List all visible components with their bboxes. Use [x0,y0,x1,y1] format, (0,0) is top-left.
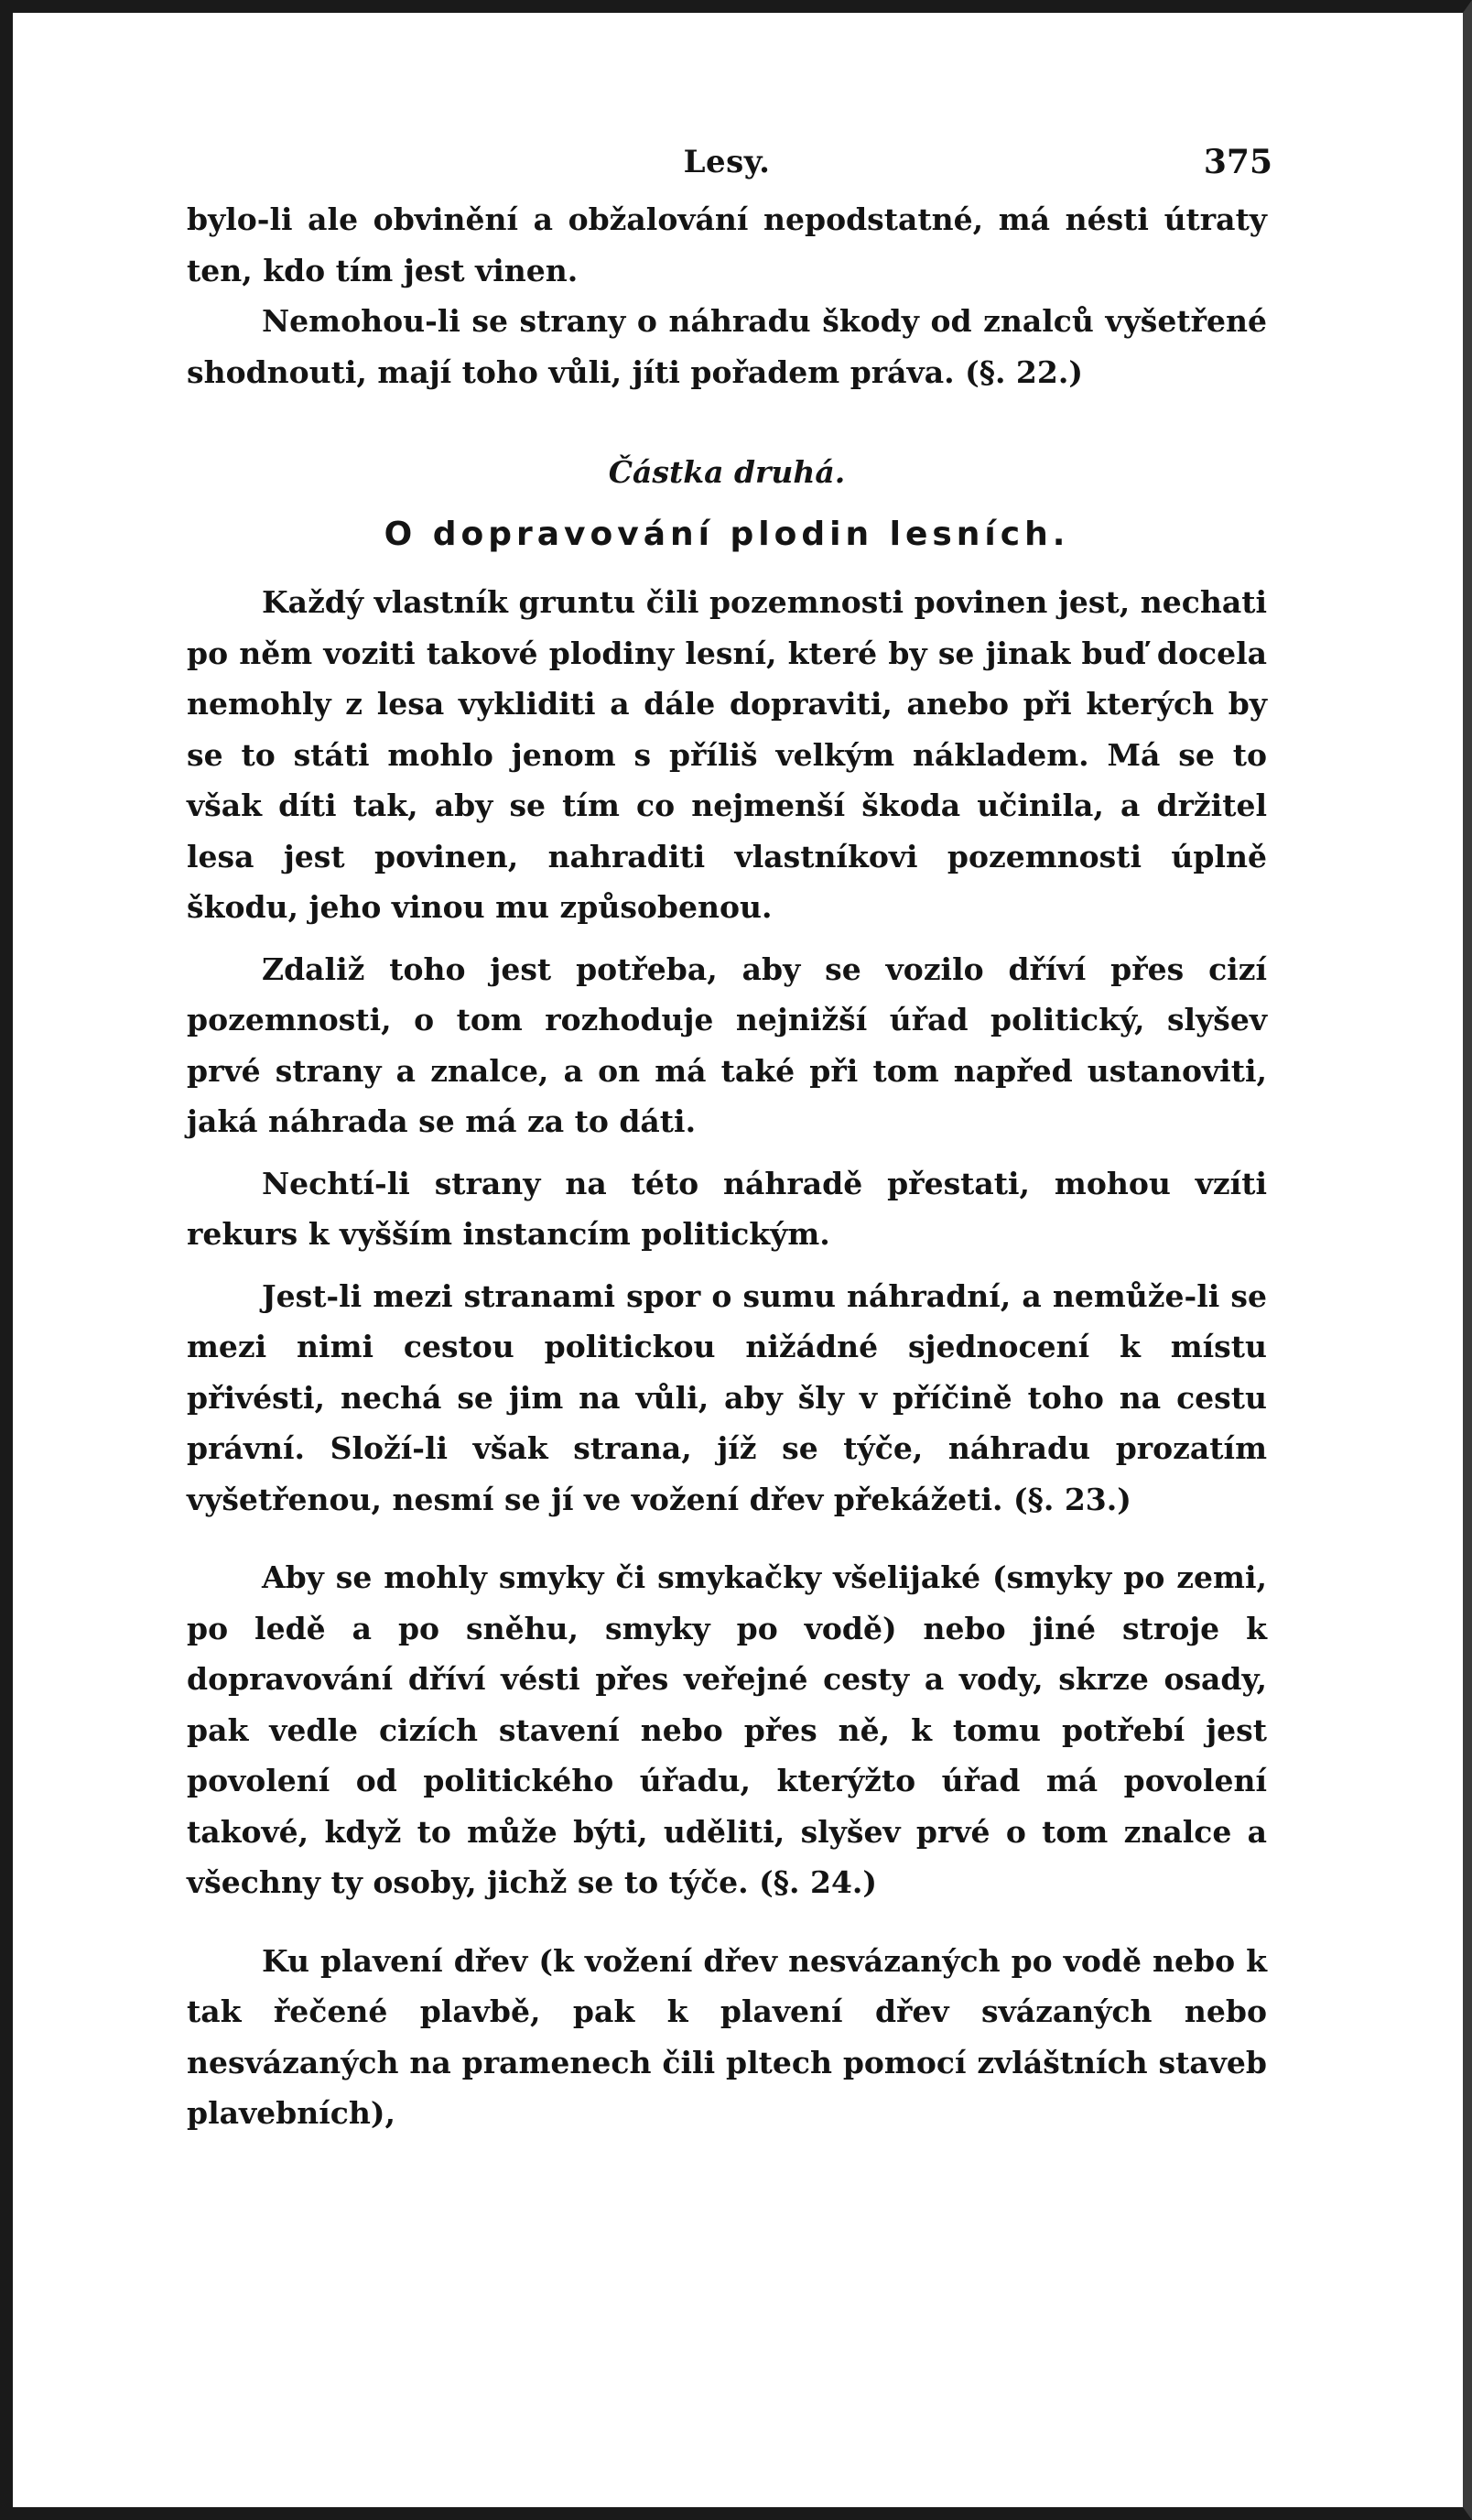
paragraph: Zdaliž toho jest potřeba, aby se vozilo dříví přes cizí pozemnosti, o tom rozhoduje nejnižší úřad politický, slyšev prvé strany a znalce, a on má také při tom napřed ustanoviti, jaká náhrada se má za to dáti. [187,950,1267,1139]
running-head: Lesy. [683,144,771,180]
paragraph: Každý vlastník gruntu čili pozemnosti povinen jest, nechati po něm voziti takové plodiny lesní, které by se jinak buď docela nemohly z lesa vykliditi a dále dopraviti, anebo při kterých by se to státi mohlo jenom s příliš velkým nákladem. Má se to však díti tak, aby se tím co nejmenší škoda učinila, a držitel lesa jest povinen, nahraditi vlastníkovi pozemnosti úplně škodu, jeho vinou mu způsobenou. [187,584,1267,925]
paragraph: Ku plavení dřev (k vožení dřev nesvázaných po vodě nebo k tak řečené plavbě, pak k plavení dřev svázaných nebo nesvázaných na pramenech čili pltech pomocí zvláštních staveb plavebních), [187,1942,1267,2131]
part-title: Částka druhá. [608,454,846,490]
paragraph: Nemohou-li se strany o náhradu škody od znalců vyšetřené shodnouti, mají toho vůli, jíti pořadem práva. (§. 22.) [187,303,1267,390]
paragraph-continued: bylo-li ale obvinění a obžalování nepodstatné, má nésti útraty ten, kdo tím jest vinen. [187,201,1267,288]
paragraph: Nechtí-li strany na této náhradě přestati, mohou vzíti rekurs k vyšším instancím politickým. [187,1165,1267,1252]
paragraph: Aby se mohly smyky či smykačky všelijaké (smyky po zemi, po ledě a po sněhu, smyky po vodě) nebo jiné stroje k dopravování dříví vésti přes veřejné cesty a vody, skrze osady, pak vedle cizích stavení nebo přes ně, k tomu potřebí jest povolení od politického úřadu, kterýžto úřad má povolení takové, když to může býti, uděliti, slyšev prvé o tom znalce a všechny ty osoby, jichž se to týče. (§. 24.) [187,1559,1267,1900]
section-title: O dopravování plodin lesních. [384,516,1070,553]
paragraph: Jest-li mezi stranami spor o sumu náhradní, a nemůže-li se mezi nimi cestou politickou nižádné sjednocení k místu přivésti, nechá se jim na vůli, aby šly v příčině toho na cestu právní. Složí-li však strana, jíž se týče, náhradu prozatím vyšetřenou, nesmí se jí ve vožení dřev překážeti. (§. 23.) [187,1277,1267,1517]
page-number: 375 [1203,143,1272,181]
page-header [187,121,1272,194]
page-content [187,121,1272,2139]
